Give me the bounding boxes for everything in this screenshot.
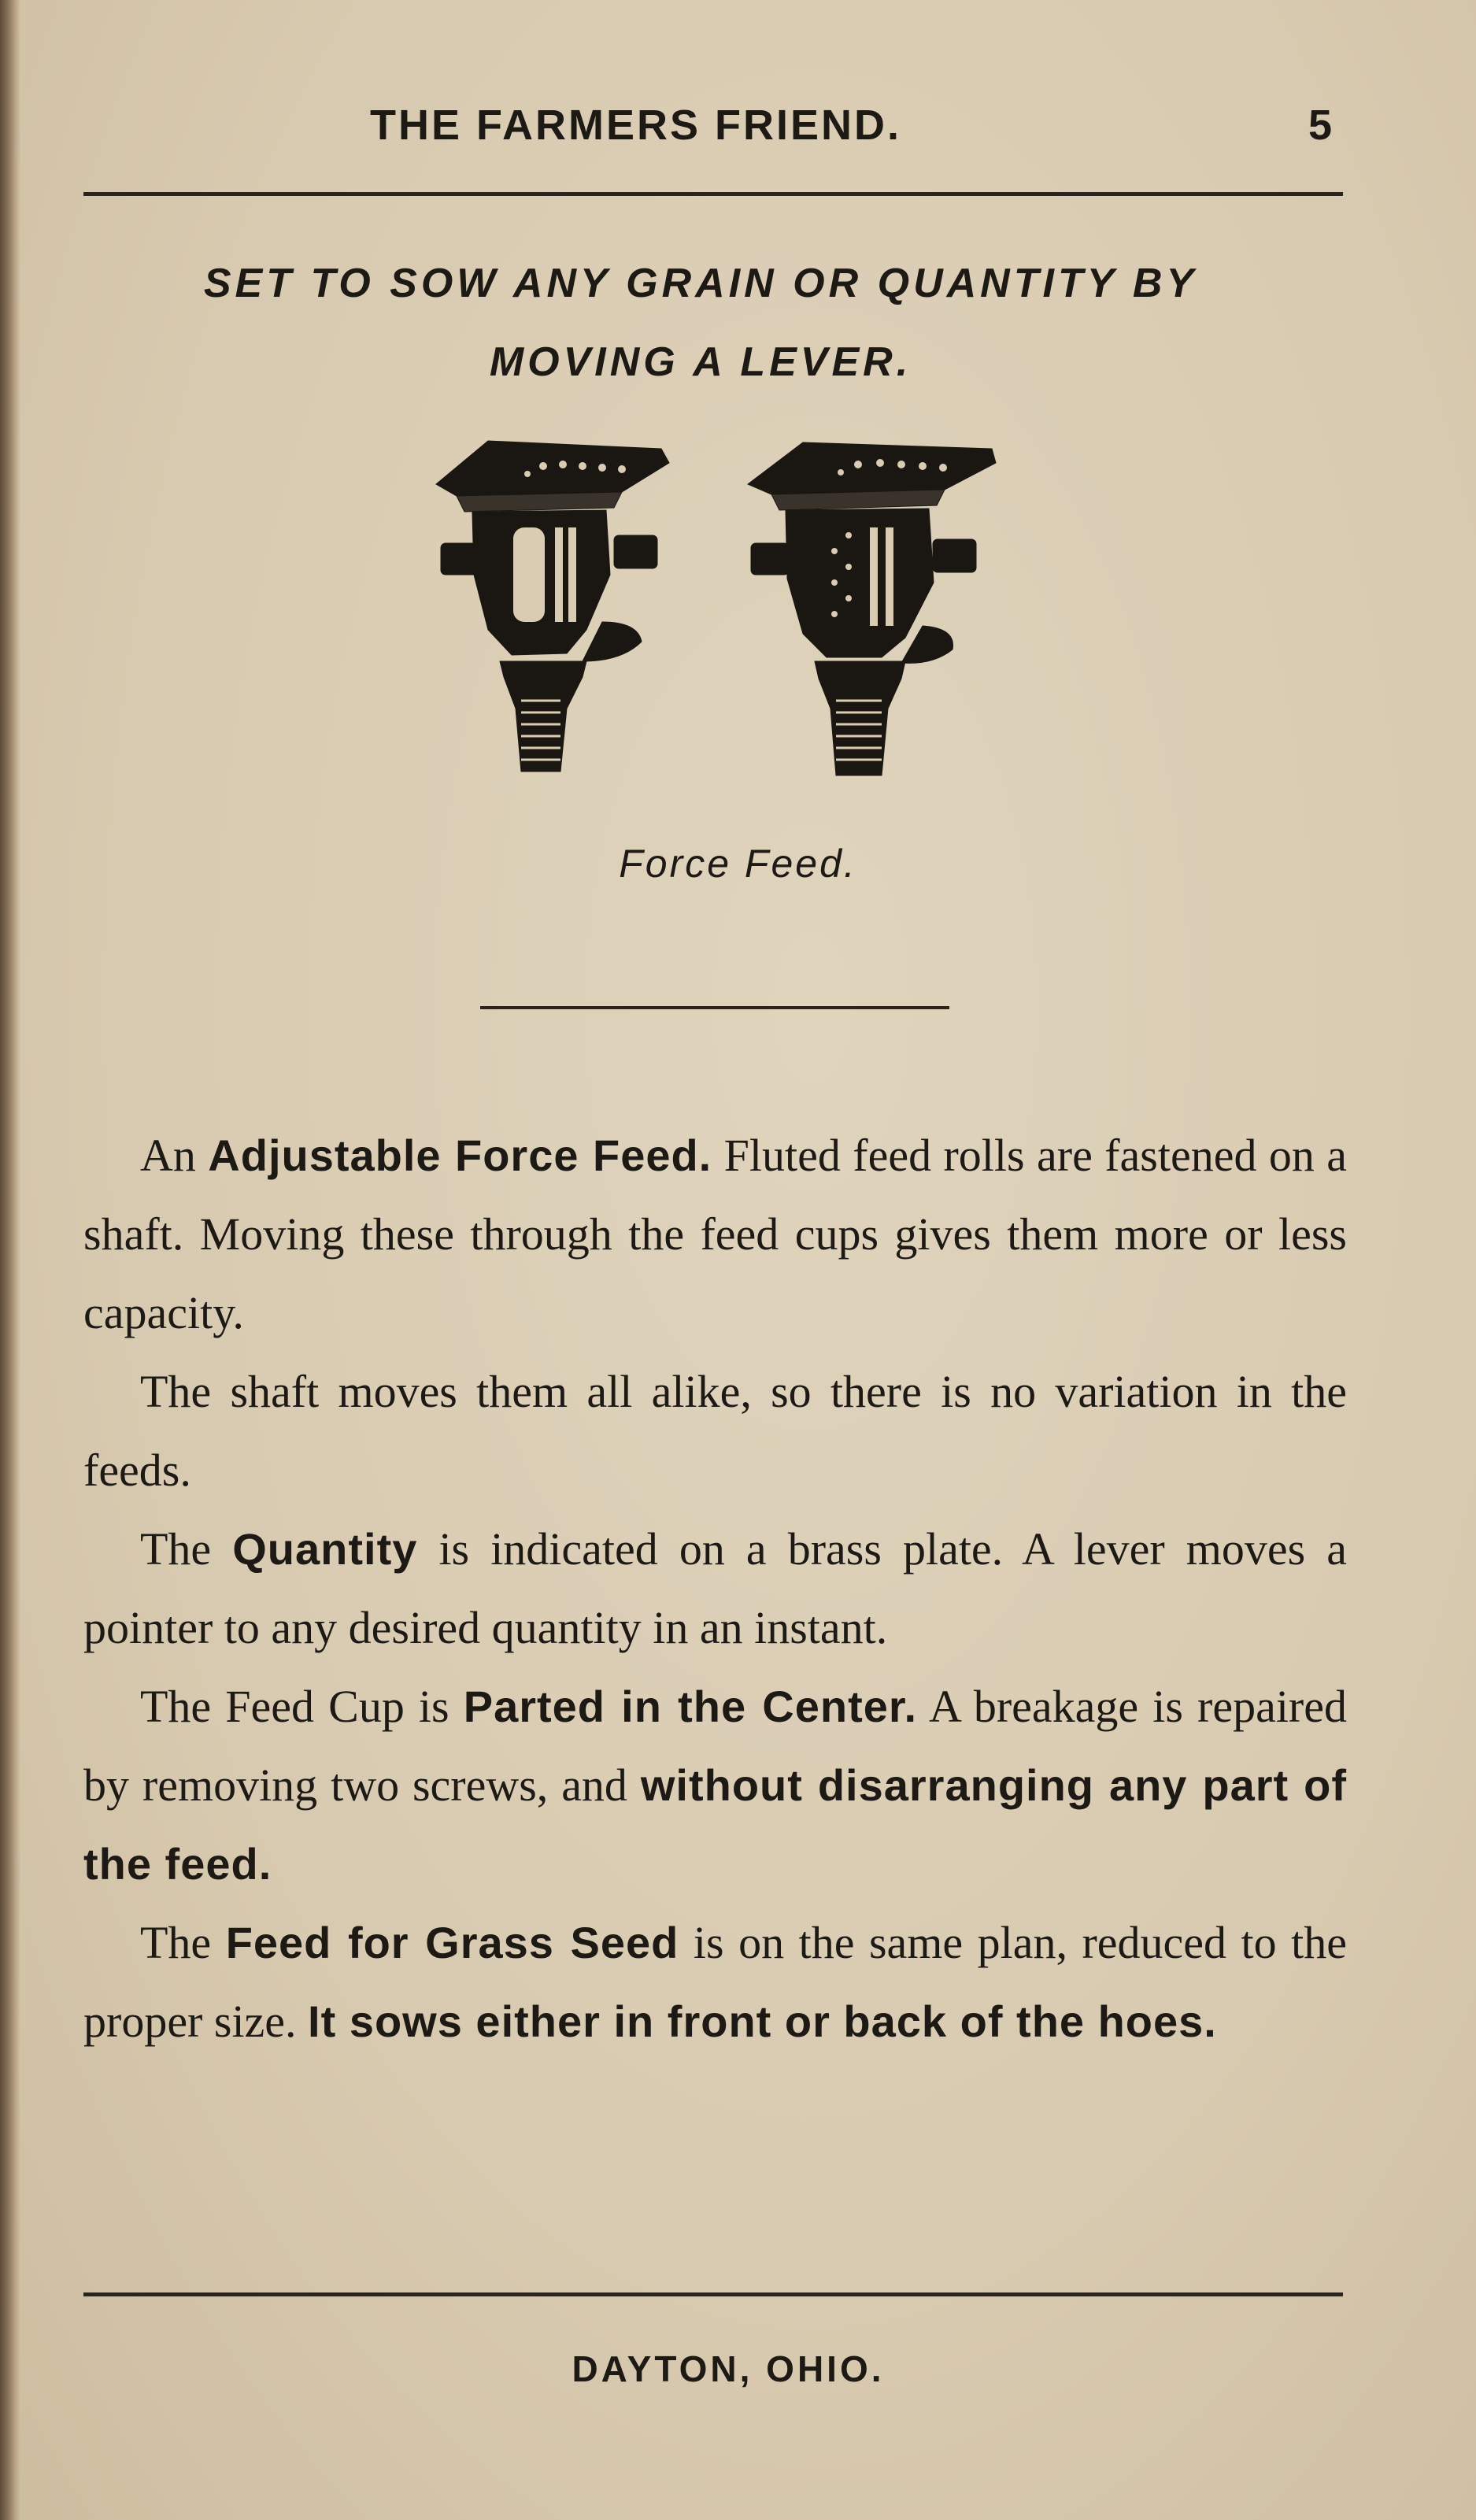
paragraph-force-feed bbox=[83, 1116, 1347, 1353]
emphasis-run: without disarranging any part of the feed. bbox=[83, 1760, 1348, 1889]
section-subheading bbox=[94, 244, 1307, 401]
emphasis-run: Parted in the Center. bbox=[463, 1682, 918, 1731]
force-feed-illustration bbox=[425, 425, 1023, 819]
text-run: is on the same plan, reduced to the proper size. bbox=[83, 1917, 1348, 2047]
text-run: The shaft moves them all alike, so there is no variation in the feeds. bbox=[83, 1366, 1347, 1496]
page-footer: DAYTON, OHIO. bbox=[572, 2348, 885, 2389]
emphasis-run: Quantity bbox=[232, 1524, 418, 1574]
text-run: An bbox=[140, 1130, 209, 1181]
page-number: 5 bbox=[1308, 102, 1333, 149]
book-binding-edge bbox=[0, 0, 20, 2520]
feed-cup-left bbox=[436, 441, 669, 772]
figure-caption: Force Feed. bbox=[619, 842, 857, 886]
paragraph-shaft bbox=[83, 1353, 1347, 1510]
text-run: A breakage is repaired by removing two screws, and bbox=[83, 1681, 1347, 1811]
section-divider bbox=[480, 1006, 949, 1009]
paragraph-grass-seed bbox=[83, 1904, 1347, 2061]
text-run: The Feed Cup is bbox=[140, 1681, 464, 1732]
body-text bbox=[83, 1116, 1347, 2061]
text-run: Fluted feed rolls are fastened on a shaft. Moving these through the feed cups gives them more or less capacity. bbox=[83, 1130, 1347, 1338]
text-run: is indicated on a brass plate. A lever moves a pointer to any desired quantity in an instant. bbox=[83, 1523, 1348, 1653]
subheading-line-1: SET TO SOW ANY GRAIN OR QUANTITY BY bbox=[203, 261, 1198, 306]
text-run: The bbox=[140, 1917, 226, 1968]
emphasis-run: Adjustable Force Feed. bbox=[208, 1130, 712, 1180]
running-header-title: THE FARMERS FRIEND. bbox=[370, 102, 902, 149]
header-rule bbox=[83, 192, 1343, 196]
paragraph-quantity bbox=[83, 1510, 1347, 1667]
subheading-line-2: MOVING A LEVER. bbox=[489, 339, 912, 385]
emphasis-run: Feed for Grass Seed bbox=[225, 1918, 679, 1967]
emphasis-run: It sows either in front or back of the hoes. bbox=[308, 1996, 1217, 2046]
paragraph-feed-cup bbox=[83, 1667, 1347, 1904]
text-run: The bbox=[140, 1523, 233, 1575]
footer-rule bbox=[83, 2292, 1343, 2296]
feed-cup-right bbox=[748, 442, 996, 775]
